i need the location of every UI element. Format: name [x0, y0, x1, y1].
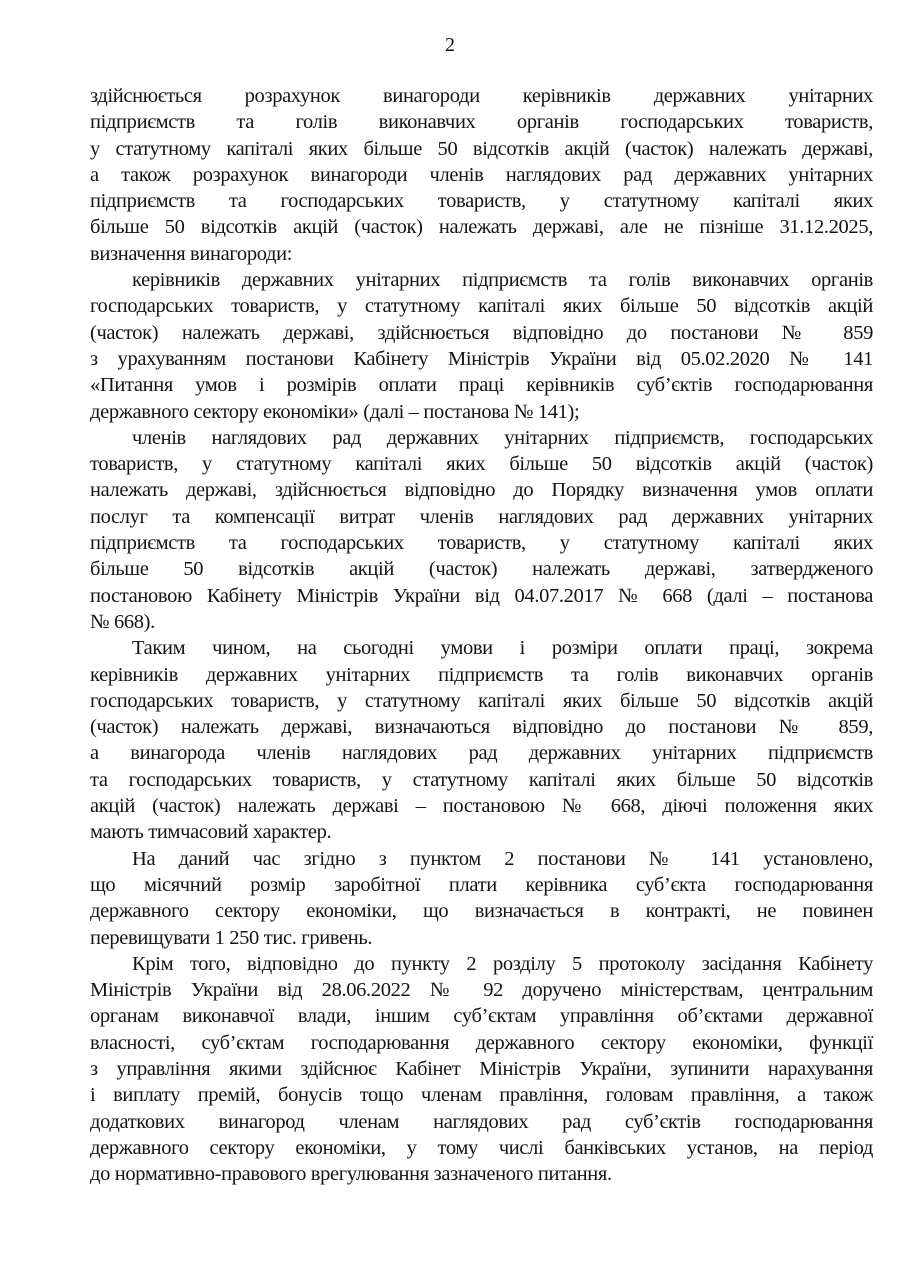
- text-line: [90, 241, 873, 267]
- text-line: [90, 662, 873, 688]
- text-line-content: більше 50 відсотків акцій (часток) належать державі, затвердженого: [90, 558, 873, 581]
- text-line: [90, 1030, 873, 1056]
- text-line-content: державного сектору економіки, що визначається в контракті, не повинен: [90, 900, 873, 923]
- text-line-content: державного сектору економіки» (далі – постанова № 141);: [90, 400, 580, 423]
- text-line: [90, 898, 873, 924]
- text-line-content: а винагорода членів наглядових рад державних унітарних підприємств: [90, 742, 873, 765]
- text-line-content: акцій (часток) належать державі – постановою № 668, діючі положення яких: [90, 795, 873, 818]
- text-line: [90, 767, 873, 793]
- text-line-content: належать державі, здійснюється відповідно до Порядку визначення умов оплати: [90, 479, 873, 502]
- text-line-content: господарських товариств, у статутному капіталі яких більше 50 відсотків акцій: [90, 295, 873, 318]
- text-line-content: мають тимчасовий характер.: [90, 821, 332, 844]
- text-line-content: більше 50 відсотків акцій (часток) належать державі, але не пізніше 31.12.2025,: [90, 216, 873, 239]
- text-line-content: додаткових винагород членам наглядових рад суб’єктів господарювання: [90, 1110, 873, 1133]
- text-line: [90, 609, 873, 635]
- text-line-content: державного сектору економіки, у тому числі банківських установ, на період: [90, 1136, 873, 1159]
- text-line: [90, 293, 873, 319]
- text-line-content: з урахуванням постанови Кабінету Міністрів України від 05.02.2020 № 141: [90, 347, 873, 370]
- text-line: [90, 1161, 873, 1187]
- paragraph-salary-limit: [90, 846, 873, 951]
- document-body: [90, 83, 873, 1187]
- text-line: [90, 477, 873, 503]
- text-line-content: постановою Кабінету Міністрів України від 04.07.2017 № 668 (далі – постанова: [90, 584, 873, 607]
- text-line-content: послуг та компенсації витрат членів наглядових рад державних унітарних: [90, 505, 873, 528]
- text-line-content: Таким чином, на сьогодні умови і розміри оплати праці, зокрема: [132, 637, 873, 660]
- text-line: [90, 1109, 873, 1135]
- text-line-content: підприємств та голів виконавчих органів господарських товариств,: [90, 111, 873, 134]
- text-line: [90, 635, 873, 661]
- text-line-content: керівників державних унітарних підприємств та голів виконавчих органів: [132, 269, 873, 292]
- text-line-content: підприємств та господарських товариств, у статутному капіталі яких: [90, 532, 873, 555]
- text-line: [90, 320, 873, 346]
- text-line-content: Міністрів України від 28.06.2022 № 92 доручено міністерствам, центральним: [90, 979, 873, 1002]
- text-line: [90, 83, 873, 109]
- paragraph-heads-remuneration: [90, 267, 873, 425]
- text-line-content: господарських товариств, у статутному капіталі яких більше 50 відсотків акцій: [90, 689, 873, 712]
- text-line: [90, 846, 873, 872]
- text-line: [90, 267, 873, 293]
- text-line: [90, 925, 873, 951]
- text-line: [90, 977, 873, 1003]
- text-line: [90, 188, 873, 214]
- text-line: [90, 714, 873, 740]
- text-line-content: Крім того, відповідно до пункту 2 розділу 5 протоколу засідання Кабінету: [132, 952, 873, 975]
- text-line: [90, 504, 873, 530]
- text-line-content: до нормативно-правового врегулювання зазначеного питання.: [90, 1163, 612, 1186]
- text-line-content: з управління якими здійснює Кабінет Міністрів України, зупинити нарахування: [90, 1057, 873, 1080]
- text-line-content: та господарських товариств, у статутному капіталі яких більше 50 відсотків: [90, 768, 873, 791]
- text-line-content: № 668).: [90, 610, 155, 633]
- text-line-content: перевищувати 1 250 тис. гривень.: [90, 926, 373, 949]
- text-line: [90, 214, 873, 240]
- text-line: [90, 162, 873, 188]
- text-line-content: а також розрахунок винагороди членів наглядових рад державних унітарних: [90, 163, 873, 186]
- text-line-content: товариств, у статутному капіталі яких більше 50 відсотків акцій (часток): [90, 453, 873, 476]
- text-line: [90, 425, 873, 451]
- text-line: [90, 399, 873, 425]
- text-line: [90, 793, 873, 819]
- text-line-content: На даний час згідно з пунктом 2 постанови № 141 установлено,: [132, 847, 873, 870]
- text-line-content: керівників державних унітарних підприємств та голів виконавчих органів: [90, 663, 873, 686]
- text-line-content: (часток) належать державі, здійснюється відповідно до постанови № 859: [90, 321, 873, 344]
- text-line: [90, 136, 873, 162]
- text-line-content: і виплату премій, бонусів тощо членам правління, головам правління, а також: [90, 1084, 873, 1107]
- text-line: [90, 1056, 873, 1082]
- text-line-content: органам виконавчої влади, іншим суб’єктам управління об’єктами державної: [90, 1005, 873, 1028]
- text-line-content: членів наглядових рад державних унітарних підприємств, господарських: [132, 426, 873, 449]
- text-line: [90, 530, 873, 556]
- text-line: [90, 346, 873, 372]
- text-line: [90, 951, 873, 977]
- text-line-content: визначення винагороди:: [90, 242, 293, 265]
- text-line-content: у статутному капіталі яких більше 50 відсотків акцій (часток) належать державі,: [90, 137, 873, 160]
- text-line: [90, 1003, 873, 1029]
- text-line-content: що місячний розмір заробітної плати керівника суб’єкта господарювання: [90, 873, 873, 896]
- text-line: [90, 451, 873, 477]
- text-line: [90, 556, 873, 582]
- paragraph-continuation: [90, 83, 873, 267]
- text-line: [90, 872, 873, 898]
- text-line-content: «Питання умов і розмірів оплати праці керівників суб’єктів господарювання: [90, 374, 873, 397]
- text-line: [90, 819, 873, 845]
- paragraph-board-members-remuneration: [90, 425, 873, 635]
- page-number: 2: [445, 34, 455, 56]
- text-line: [90, 372, 873, 398]
- text-line: [90, 583, 873, 609]
- text-line: [90, 1135, 873, 1161]
- text-line-content: здійснюється розрахунок винагороди керівників державних унітарних: [90, 85, 873, 107]
- text-line-content: (часток) належать державі, визначаються відповідно до постанови № 859,: [90, 716, 873, 739]
- paragraph-summary: [90, 635, 873, 845]
- text-line: [90, 740, 873, 766]
- text-line: [90, 109, 873, 135]
- text-line-content: підприємств та господарських товариств, у статутному капіталі яких: [90, 190, 873, 213]
- paragraph-bonus-suspension: [90, 951, 873, 1188]
- text-line: [90, 1082, 873, 1108]
- text-line-content: власності, суб’єктам господарювання державного сектору економіки, функції: [90, 1031, 873, 1054]
- text-line: [90, 688, 873, 714]
